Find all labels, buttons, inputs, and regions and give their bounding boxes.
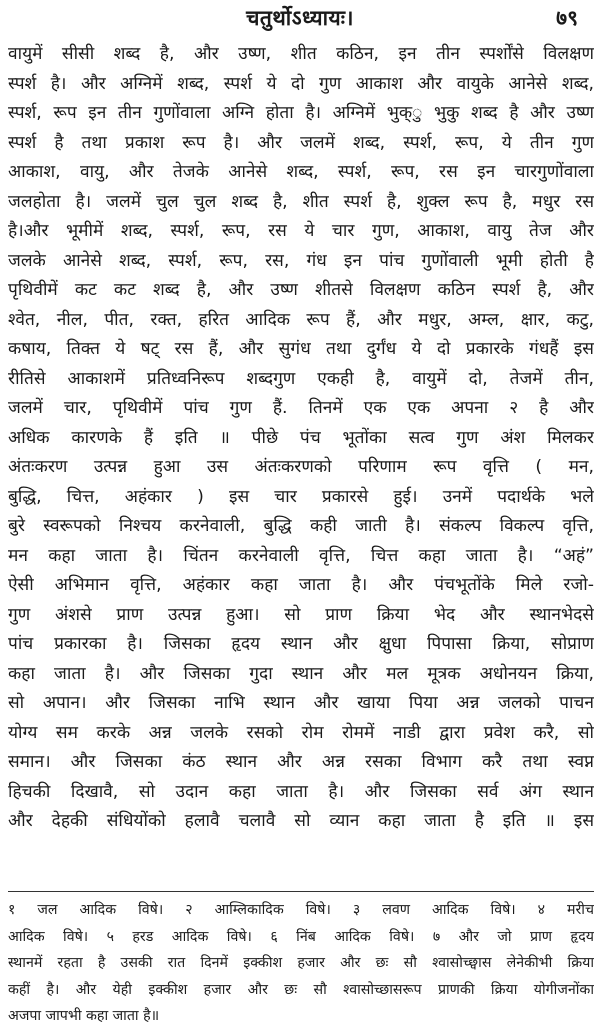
body-line: जलमें चार, पृथिवीमें पांच गुण हैं. तिनमें एक एक अपना २ है और [8,398,594,418]
body-line: कहा जाता है। और जिसका गुदा स्थान और मल मूत्रक अधोनयन क्रिया, [8,663,594,684]
body-line: बुरे स्वरूपको निश्चय करनेवाली, बुद्धि कही जाती है। संकल्प विकल्प वृत्ति, [8,516,594,536]
body-line: स्पर्श है तथा प्रकाश रूप है। और जलमें शब्द, स्पर्श, रूप, ये तीन गुण [8,132,594,153]
body-line: श्वेत, नील, पीत, रक्त, हरित आदिक रूप हैं, और मधुर, अम्ल, क्षार, कटु, [8,309,594,330]
body-line: पांच प्रकारका है। जिसका हृदय स्थान और क्षुधा पिपासा क्रिया, सोप्राण [8,634,594,654]
body-line: वायुमें सीसी शब्द है, और उष्ण, शीत कठिन, इन तीन स्पर्शोंसे विलक्षण [8,44,594,64]
body-line: जलहोता है। जलमें चुल चुल शब्द है, शीत स्पर्श है, शुक्ल रूप है, मधुर रस [8,191,594,212]
footnote-line: कहीं है। और येही इक्कीश हजार और छः सौ श्वासोच्छासरूप प्राणकी क्रिया योगीजनोंका [8,981,594,998]
footnote-line: अजपा जापभी कहा जाता है॥ [8,1008,160,1024]
body-line: बुद्धि, चित्त, अहंकार ) इस चार प्रकारसे हुई। उनमें पदार्थके भले [8,486,594,507]
body-line: अधिक कारणके हैं इति ॥ पीछे पंच भूतोंका सत्व गुण अंश मिलकर [8,427,594,448]
body-line: सो अपान। और जिसका नाभि स्थान और खाया पिया अन्न जलको पाचन [8,693,594,713]
body-line: समान। और जिसका कंठ स्थान और अन्न रसका विभाग करै तथा स्वप्न [8,752,594,772]
footnote-line: १ जल आदिक विषे। २ आम्लिकादिक विषे। ३ लवण आदिक विषे। ४ मरीच [8,902,594,918]
body-line: योग्य सम करके अन्न जलके रसको रोम रोममें नाडी द्वारा प्रवेश करै, सो [8,722,594,743]
body-line: कषाय, तिक्त ये षट् रस हैं, और सुगंध तथा दुर्गंध ये दो प्रकारके गंधहैं इस [8,339,594,359]
body-line: आकाश, वायु, और तेजके आनेसे शब्द, स्पर्श, रूप, रस इन चारगुणोंवाला [8,162,594,182]
body-line: अंतःकरण उत्पन्न हुआ उस अंतःकरणको परिणाम रूप वृत्ति ( मन, [8,457,594,477]
body-line: ऐसी अभिमान वृत्ति, अहंकार कहा जाता है। और पंचभूतोंके मिले रजो- [8,575,594,595]
page-header [0,2,600,36]
footnotes [8,897,594,1030]
footnote-line: आदिक विषे। ५ हरड आदिक विषे। ६ निंब आदिक विषे। ७ और जो प्राण हृदय [8,928,594,945]
body-line: और देहकी संधियोंको हलावै चलावै सो व्यान कहा जाता है इति ॥ इस [8,811,594,831]
body-line: है।और भूमीमें शब्द, स्पर्श, रूप, रस ये चार गुण, आकाश, वायु तेज और [8,221,594,241]
body-line: स्पर्श, रूप इन तीन गुणोंवाला अग्नि होता है। अग्निमें भुक्ु भुकु शब्द है और उष्ण [8,103,594,123]
body-line: पृथिवीमें कट कट शब्द है, और उष्ण शीतसे विलक्षण कठिन स्पर्श है, और [8,280,594,300]
page-number: ७९ [556,6,578,30]
body-line: जलके आनेसे शब्द, स्पर्श, रूप, रस, गंध इन पांच गुणोंवाली भूमी होती है [8,250,594,271]
body-line: मन कहा जाता है। चिंतन करनेवाली वृत्ति, चित्त कहा जाता है। “अहं” [8,545,594,566]
footnote-divider [8,891,594,892]
body-text [8,40,594,837]
body-line: रीतिसे आकाशमें प्रतिध्वनिरूप शब्दगुण एकही है, वायुमें दो, तेजमें तीन, [8,368,594,389]
body-line: हिचकी दिखावै, सो उदान कहा जाता है। और जिसका सर्व अंग स्थान [8,781,594,802]
running-title: चतुर्थोऽध्यायः। [246,6,354,30]
body-line: गुण अंशसे प्राण उत्पन्न हुआ। सो प्राण क्रिया भेद और स्थानभेदसे [8,604,594,625]
footnote-line: स्थानमें रहता है उसकी रात दिनमें इक्कीश हजार और छः सौ श्वासोच्छ्वास लेनेकीभी क्रिया [8,955,594,971]
body-line: स्पर्श है। और अग्निमें शब्द, स्पर्श ये दो गुण आकाश और वायुके आनेसे शब्द, [8,73,594,94]
